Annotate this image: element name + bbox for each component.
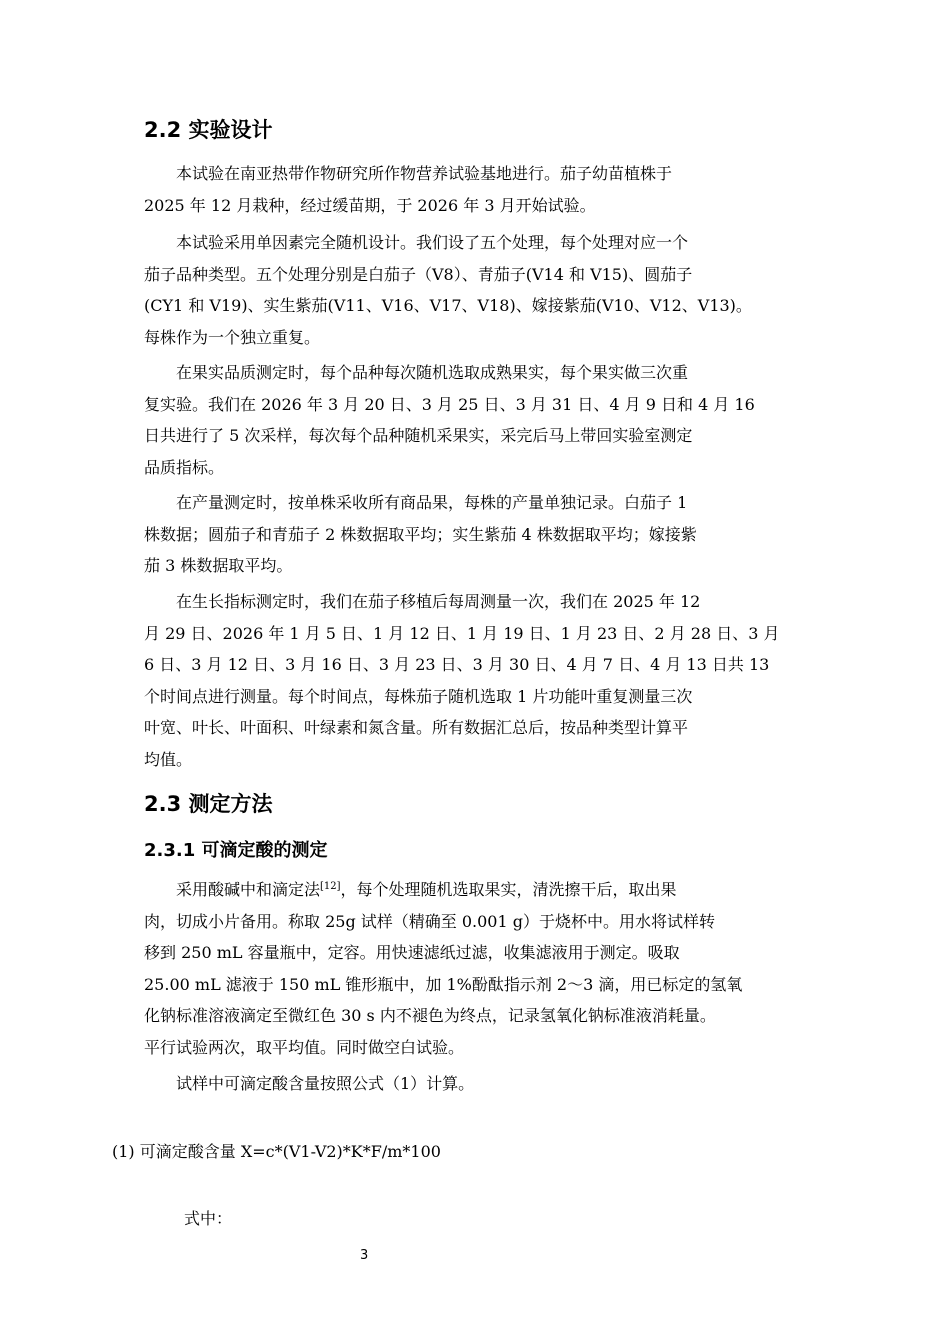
text-line: 化钠标准溶液滴定至微红色 30 s 内不褪色为终点，记录氢氧化钠标准液消耗量。 xyxy=(144,1006,716,1025)
text-line: 月 29 日、2026 年 1 月 5 日、1 月 12 日、1 月 19 日、1 月 23 日、2 月 28 日、3 月 xyxy=(144,623,780,643)
paragraph-yield xyxy=(144,487,802,582)
paragraph-test-site xyxy=(144,158,802,221)
page-number: 3 xyxy=(360,1248,369,1263)
text-line: 试样中可滴定酸含量按照公式（1）计算。 xyxy=(144,1074,475,1093)
text-line: 品质指标。 xyxy=(144,457,225,477)
text-line: 日共进行了 5 次采样，每次每个品种随机采果实，采完后马上带回实验室测定 xyxy=(144,426,693,445)
text-line: 均值。 xyxy=(144,749,193,769)
text-line: 每株作为一个独立重复。 xyxy=(144,327,321,347)
formula-where-label: 式中： xyxy=(184,1209,233,1228)
paragraph-design xyxy=(144,227,802,353)
text-line: 移到 250 mL 容量瓶中，定容。用快速滤纸过滤，收集滤液用于测定。吸取 xyxy=(144,943,680,962)
text-line: 复实验。我们在 2026 年 3 月 20 日、3 月 25 日、3 月 31 日、4 月 9 日和 4 月 16 xyxy=(144,394,755,414)
text-line: 茄 3 株数据取平均。 xyxy=(144,556,293,575)
paragraph-growth xyxy=(144,586,802,775)
paragraph-formula-intro xyxy=(144,1068,802,1100)
text-line: 平行试验两次，取平均值。同时做空白试验。 xyxy=(144,1037,465,1057)
text-line: 在生长指标测定时，我们在茄子移植后每周测量一次，我们在 2025 年 12 xyxy=(144,592,701,611)
text-line: 采用酸碱中和滴定法[12]，每个处理随机选取果实，清洗擦干后，取出果 xyxy=(144,880,677,899)
paragraph-fruit-quality xyxy=(144,357,802,483)
subsection-heading-2-3-1: 2.3.1 可滴定酸的测定 xyxy=(144,840,328,861)
text-line: 本试验在南亚热带作物研究所作物营养试验基地进行。茄子幼苗植株于 xyxy=(144,164,673,183)
text-line: 个时间点进行测量。每个时间点，每株茄子随机选取 1 片功能叶重复测量三次 xyxy=(144,686,693,706)
text-line: 本试验采用单因素完全随机设计。我们设了五个处理，每个处理对应一个 xyxy=(144,233,689,252)
text-line: (CY1 和 V19)、实生紫茄(V11、V16、V17、V18)、嫁接紫茄(V10、V12、V13)。 xyxy=(144,296,752,315)
text-line: 2025 年 12 月栽种，经过缓苗期，于 2026 年 3 月开始试验。 xyxy=(144,195,596,215)
text-line: 肉，切成小片备用。称取 25g 试样（精确至 0.001 g）于烧杯中。用水将试样转 xyxy=(144,911,715,931)
text-line: 叶宽、叶长、叶面积、叶绿素和氮含量。所有数据汇总后，按品种类型计算平 xyxy=(144,718,689,737)
text-line: 在产量测定时，按单株采收所有商品果，每株的产量单独记录。白茄子 1 xyxy=(144,493,688,512)
formula-1: (1) 可滴定酸含量 X=c*(V1-V2)*K*F/m*100 xyxy=(112,1142,441,1161)
text-line: 25.00 mL 滤液于 150 mL 锥形瓶中，加 1%酚酞指示剂 2～3 滴，用已标定的氢氧 xyxy=(144,974,743,994)
text-line: 株数据；圆茄子和青茄子 2 株数据取平均；实生紫茄 4 株数据取平均；嫁接紫 xyxy=(144,524,697,544)
text-line: 茄子品种类型。五个处理分别是白茄子（V8）、青茄子(V14 和 V15)、圆茄子 xyxy=(144,264,693,284)
text-line: 在果实品质测定时，每个品种每次随机选取成熟果实，每个果实做三次重 xyxy=(144,363,689,382)
citation-ref[interactable]: [12] xyxy=(320,881,341,892)
text-line: 6 日、3 月 12 日、3 月 16 日、3 月 23 日、3 月 30 日、4 月 7 日、4 月 13 日共 13 xyxy=(144,655,770,674)
section-heading-2-3: 2.3 测定方法 xyxy=(144,792,273,816)
section-heading-2-2: 2.2 实验设计 xyxy=(144,118,273,142)
paragraph-titratable-acid-method xyxy=(144,874,802,1063)
